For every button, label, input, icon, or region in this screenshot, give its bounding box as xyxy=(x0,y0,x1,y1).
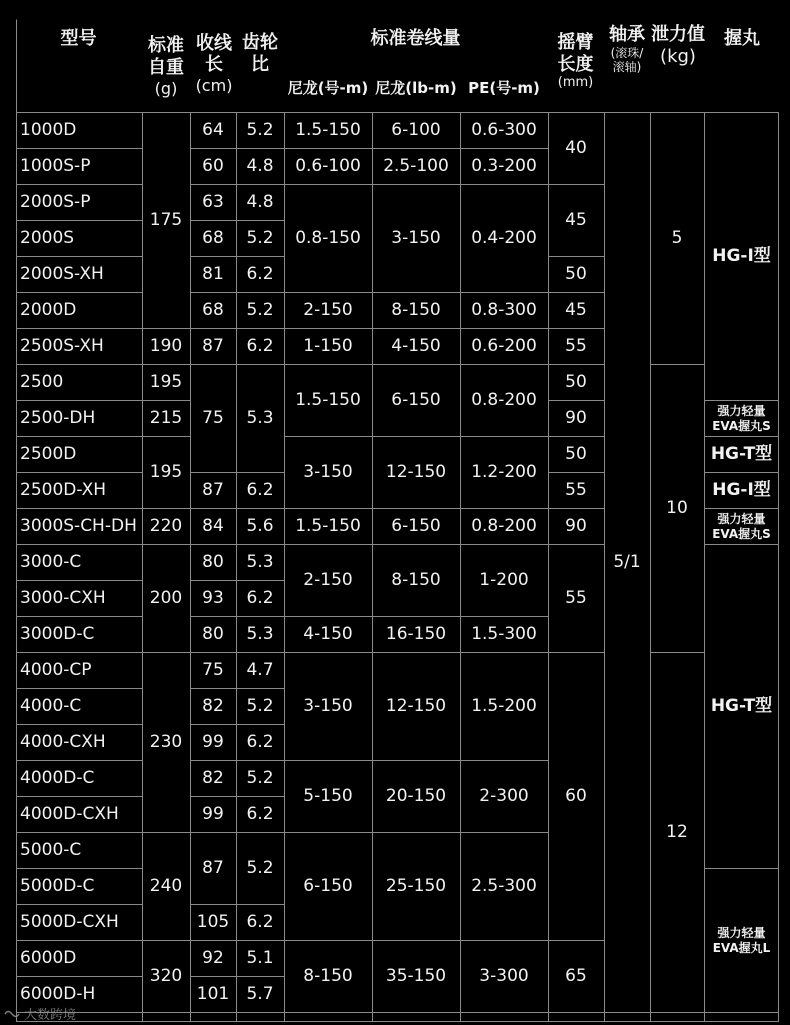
header-weight xyxy=(142,24,190,109)
nylon-go-cell: 5-150 xyxy=(303,786,353,807)
arm-cell: 90 xyxy=(565,516,587,537)
header-drag-label: 泄力值 xyxy=(651,24,705,45)
nylon-go-cell: 6-150 xyxy=(303,876,353,897)
model-cell: 2000D xyxy=(20,300,77,321)
header-cap-pe: PE(号-m) xyxy=(468,79,540,98)
nylon-lb-cell: 20-150 xyxy=(385,786,447,807)
handle-cell xyxy=(704,545,779,869)
drag-cell: 10 xyxy=(666,498,688,519)
spec-table xyxy=(16,19,779,1022)
model-cell: 5000D-C xyxy=(20,876,95,897)
nylon-lb-cell: 4-150 xyxy=(391,336,441,357)
weight-cell: 200 xyxy=(149,588,183,609)
gear-cell: 5.3 xyxy=(246,624,274,645)
retrieve-cell: 82 xyxy=(202,696,224,717)
gear-cell: 6.2 xyxy=(246,912,274,933)
nylon-lb-cell: 6-150 xyxy=(391,516,441,537)
handle-label: HG-I型 xyxy=(712,246,771,267)
handle-label: 强力轻量 xyxy=(717,512,766,526)
drag-cell: 5 xyxy=(671,228,683,249)
model-cell: 3000-CXH xyxy=(20,588,106,609)
nylon-lb-cell: 12-150 xyxy=(385,696,447,717)
handle-cell xyxy=(704,509,779,545)
arm-cell: 55 xyxy=(565,480,587,501)
gear-cell: 5.2 xyxy=(246,696,274,717)
header-cap-nylon-go: 尼龙(号-m) xyxy=(287,79,369,98)
arm-cell: 60 xyxy=(565,786,587,807)
gear-cell: 6.2 xyxy=(246,804,274,825)
weight-cell: 320 xyxy=(149,966,183,987)
gear-cell: 5.2 xyxy=(246,120,274,141)
weight-cell: 195 xyxy=(149,372,183,393)
header-arm-unit: (mm) xyxy=(557,75,594,91)
retrieve-cell: 60 xyxy=(202,156,224,177)
gear-cell: 4.7 xyxy=(246,660,274,681)
model-cell: 4000-CXH xyxy=(20,732,106,753)
header-drag xyxy=(650,24,706,74)
nylon-lb-cell: 6-150 xyxy=(391,390,441,411)
header-model: 型号 xyxy=(60,28,97,50)
model-cell: 2500S-XH xyxy=(20,336,104,357)
header-gear xyxy=(237,24,283,84)
header-cap-nylon-lb: 尼龙(lb-m) xyxy=(375,79,457,98)
drag-cell: 12 xyxy=(666,822,688,843)
watermark xyxy=(4,1004,76,1023)
retrieve-cell: 99 xyxy=(202,732,224,753)
model-cell: 6000D-H xyxy=(20,984,96,1005)
watermark-text: 大数跨境 xyxy=(24,1008,77,1023)
retrieve-cell: 68 xyxy=(202,300,224,321)
pe-cell: 3-300 xyxy=(479,966,529,987)
gear-cell: 6.2 xyxy=(246,588,274,609)
model-cell: 2000S xyxy=(20,228,75,249)
arm-cell: 45 xyxy=(565,210,587,231)
gear-cell: 6.2 xyxy=(246,336,274,357)
gear-cell: 5.2 xyxy=(246,228,274,249)
gear-cell: 5.2 xyxy=(246,858,274,879)
pe-cell: 0.4-200 xyxy=(471,228,537,249)
gear-cell: 4.8 xyxy=(246,192,274,213)
pe-cell: 2.5-300 xyxy=(471,876,537,897)
pe-cell: 0.6-200 xyxy=(471,336,537,357)
arm-cell: 50 xyxy=(565,372,587,393)
nylon-go-cell: 8-150 xyxy=(303,966,353,987)
nylon-go-cell: 1-150 xyxy=(303,336,353,357)
retrieve-cell: 81 xyxy=(202,264,224,285)
nylon-go-cell: 4-150 xyxy=(303,624,353,645)
handle-label: 强力轻量 xyxy=(717,404,766,418)
weight-cell: 175 xyxy=(149,210,183,231)
pe-cell: 0.8-200 xyxy=(471,516,537,537)
model-cell: 2000S-XH xyxy=(20,264,104,285)
model-cell: 3000S-CH-DH xyxy=(20,516,137,537)
nylon-lb-cell: 25-150 xyxy=(385,876,447,897)
arm-cell: 50 xyxy=(565,264,587,285)
model-cell: 4000D-CXH xyxy=(20,804,119,825)
header-drag-unit: (kg) xyxy=(660,45,696,67)
arm-cell: 40 xyxy=(565,138,587,159)
retrieve-cell: 75 xyxy=(202,660,224,681)
nylon-lb-cell: 8-150 xyxy=(391,570,441,591)
header-bearing-sub: (滚珠/滚轴) xyxy=(610,45,644,74)
retrieve-cell: 87 xyxy=(202,480,224,501)
pe-cell: 2-300 xyxy=(479,786,529,807)
handle-label: HG-I型 xyxy=(712,480,771,501)
nylon-go-cell: 0.8-150 xyxy=(295,228,361,249)
handle-label: EVA握丸S xyxy=(712,419,771,433)
model-cell: 4000-CP xyxy=(20,660,92,681)
arm-cell: 65 xyxy=(565,966,587,987)
model-cell: 2000S-P xyxy=(20,192,91,213)
nylon-lb-cell: 8-150 xyxy=(391,300,441,321)
gear-cell: 5.1 xyxy=(246,948,274,969)
retrieve-cell: 84 xyxy=(202,516,224,537)
handle-label: HG-T型 xyxy=(710,444,773,465)
model-cell: 5000-C xyxy=(20,840,82,861)
nylon-go-cell: 1.5-150 xyxy=(295,390,361,411)
retrieve-cell: 80 xyxy=(202,624,224,645)
model-cell: 1000D xyxy=(20,120,77,141)
arm-cell: 45 xyxy=(565,300,587,321)
arm-cell: 55 xyxy=(565,588,587,609)
header-arm xyxy=(548,24,603,99)
header-bearing-label: 轴承 xyxy=(609,24,645,45)
nylon-lb-cell: 16-150 xyxy=(385,624,447,645)
retrieve-cell: 80 xyxy=(202,552,224,573)
header-gear-label: 齿轮比 xyxy=(242,32,278,75)
arm-cell: 90 xyxy=(565,408,587,429)
gear-cell: 5.3 xyxy=(246,408,274,429)
handle-cell xyxy=(704,869,779,1013)
nylon-go-cell: 3-150 xyxy=(303,696,353,717)
weight-cell: 215 xyxy=(149,408,183,429)
nylon-lb-cell: 3-150 xyxy=(391,228,441,249)
handle-label: EVA握丸L xyxy=(712,941,771,955)
header-weight-label: 标准自重 xyxy=(148,35,184,78)
model-cell: 2500-DH xyxy=(20,408,96,429)
retrieve-cell: 99 xyxy=(202,804,224,825)
retrieve-cell: 68 xyxy=(202,228,224,249)
weight-cell: 230 xyxy=(149,732,183,753)
header-retrieve xyxy=(191,24,237,104)
nylon-lb-cell: 2.5-100 xyxy=(383,156,449,177)
pe-cell: 1.5-300 xyxy=(471,624,537,645)
model-cell: 4000D-C xyxy=(20,768,95,789)
retrieve-cell: 105 xyxy=(196,912,230,933)
nylon-lb-cell: 35-150 xyxy=(385,966,447,987)
pe-cell: 1.5-200 xyxy=(471,696,537,717)
weight-cell: 190 xyxy=(149,336,183,357)
model-cell: 4000-C xyxy=(20,696,82,717)
handle-cell xyxy=(704,437,779,473)
model-cell: 5000D-CXH xyxy=(20,912,119,933)
model-cell: 2500D xyxy=(20,444,77,465)
gear-cell: 5.2 xyxy=(246,300,274,321)
retrieve-cell: 87 xyxy=(202,336,224,357)
pe-cell: 0.8-300 xyxy=(471,300,537,321)
handle-label: HG-T型 xyxy=(710,696,773,717)
weight-cell: 195 xyxy=(149,462,183,483)
handle-cell xyxy=(704,113,779,401)
retrieve-cell: 75 xyxy=(202,408,224,429)
retrieve-cell: 92 xyxy=(202,948,224,969)
weight-cell: 220 xyxy=(149,516,183,537)
pe-cell: 0.8-200 xyxy=(471,390,537,411)
gear-cell: 5.3 xyxy=(246,552,274,573)
gear-cell: 6.2 xyxy=(246,480,274,501)
handle-label: 强力轻量 xyxy=(717,926,766,940)
gear-cell: 5.6 xyxy=(246,516,274,537)
weight-cell: 240 xyxy=(149,876,183,897)
gear-cell: 5.2 xyxy=(246,768,274,789)
gear-cell: 4.8 xyxy=(246,156,274,177)
model-cell: 3000D-C xyxy=(20,624,95,645)
nylon-lb-cell: 6-100 xyxy=(391,120,441,141)
retrieve-cell: 82 xyxy=(202,768,224,789)
pe-cell: 1-200 xyxy=(479,570,529,591)
retrieve-cell: 64 xyxy=(202,120,224,141)
gear-cell: 6.2 xyxy=(246,732,274,753)
pe-cell: 0.3-200 xyxy=(471,156,537,177)
nylon-go-cell: 2-150 xyxy=(303,300,353,321)
header-retrieve-label: 收线长 xyxy=(196,32,232,76)
header-arm-label: 摇臂长度 xyxy=(557,32,594,75)
header-handle: 握丸 xyxy=(724,28,760,50)
nylon-go-cell: 1.5-150 xyxy=(295,516,361,537)
nylon-go-cell: 3-150 xyxy=(303,462,353,483)
pe-cell: 1.2-200 xyxy=(471,462,537,483)
bearing-cell: 5/1 xyxy=(613,552,641,573)
nylon-go-cell: 0.6-100 xyxy=(295,156,361,177)
nylon-go-cell: 1.5-150 xyxy=(295,120,361,141)
retrieve-cell: 87 xyxy=(202,858,224,879)
model-cell: 6000D xyxy=(20,948,77,969)
model-cell: 2500 xyxy=(20,372,64,393)
retrieve-cell: 93 xyxy=(202,588,224,609)
model-cell: 1000S-P xyxy=(20,156,91,177)
pe-cell: 0.6-300 xyxy=(471,120,537,141)
header-weight-unit: (g) xyxy=(154,78,178,98)
retrieve-cell: 101 xyxy=(196,984,230,1005)
watermark-logo-icon xyxy=(4,1008,20,1020)
retrieve-cell: 63 xyxy=(202,192,224,213)
gear-cell: 5.7 xyxy=(246,984,274,1005)
model-cell: 2500D-XH xyxy=(20,480,107,501)
nylon-lb-cell: 12-150 xyxy=(385,462,447,483)
gear-cell: 6.2 xyxy=(246,264,274,285)
header-capacity: 标准卷线量 xyxy=(370,28,461,50)
arm-cell: 50 xyxy=(565,444,587,465)
arm-cell: 55 xyxy=(565,336,587,357)
handle-cell xyxy=(704,401,779,437)
nylon-go-cell: 2-150 xyxy=(303,570,353,591)
header-bearing xyxy=(604,24,650,94)
model-cell: 3000-C xyxy=(20,552,82,573)
handle-cell xyxy=(704,473,779,509)
header-retrieve-unit: (cm) xyxy=(195,76,233,95)
handle-label: EVA握丸S xyxy=(712,527,771,541)
